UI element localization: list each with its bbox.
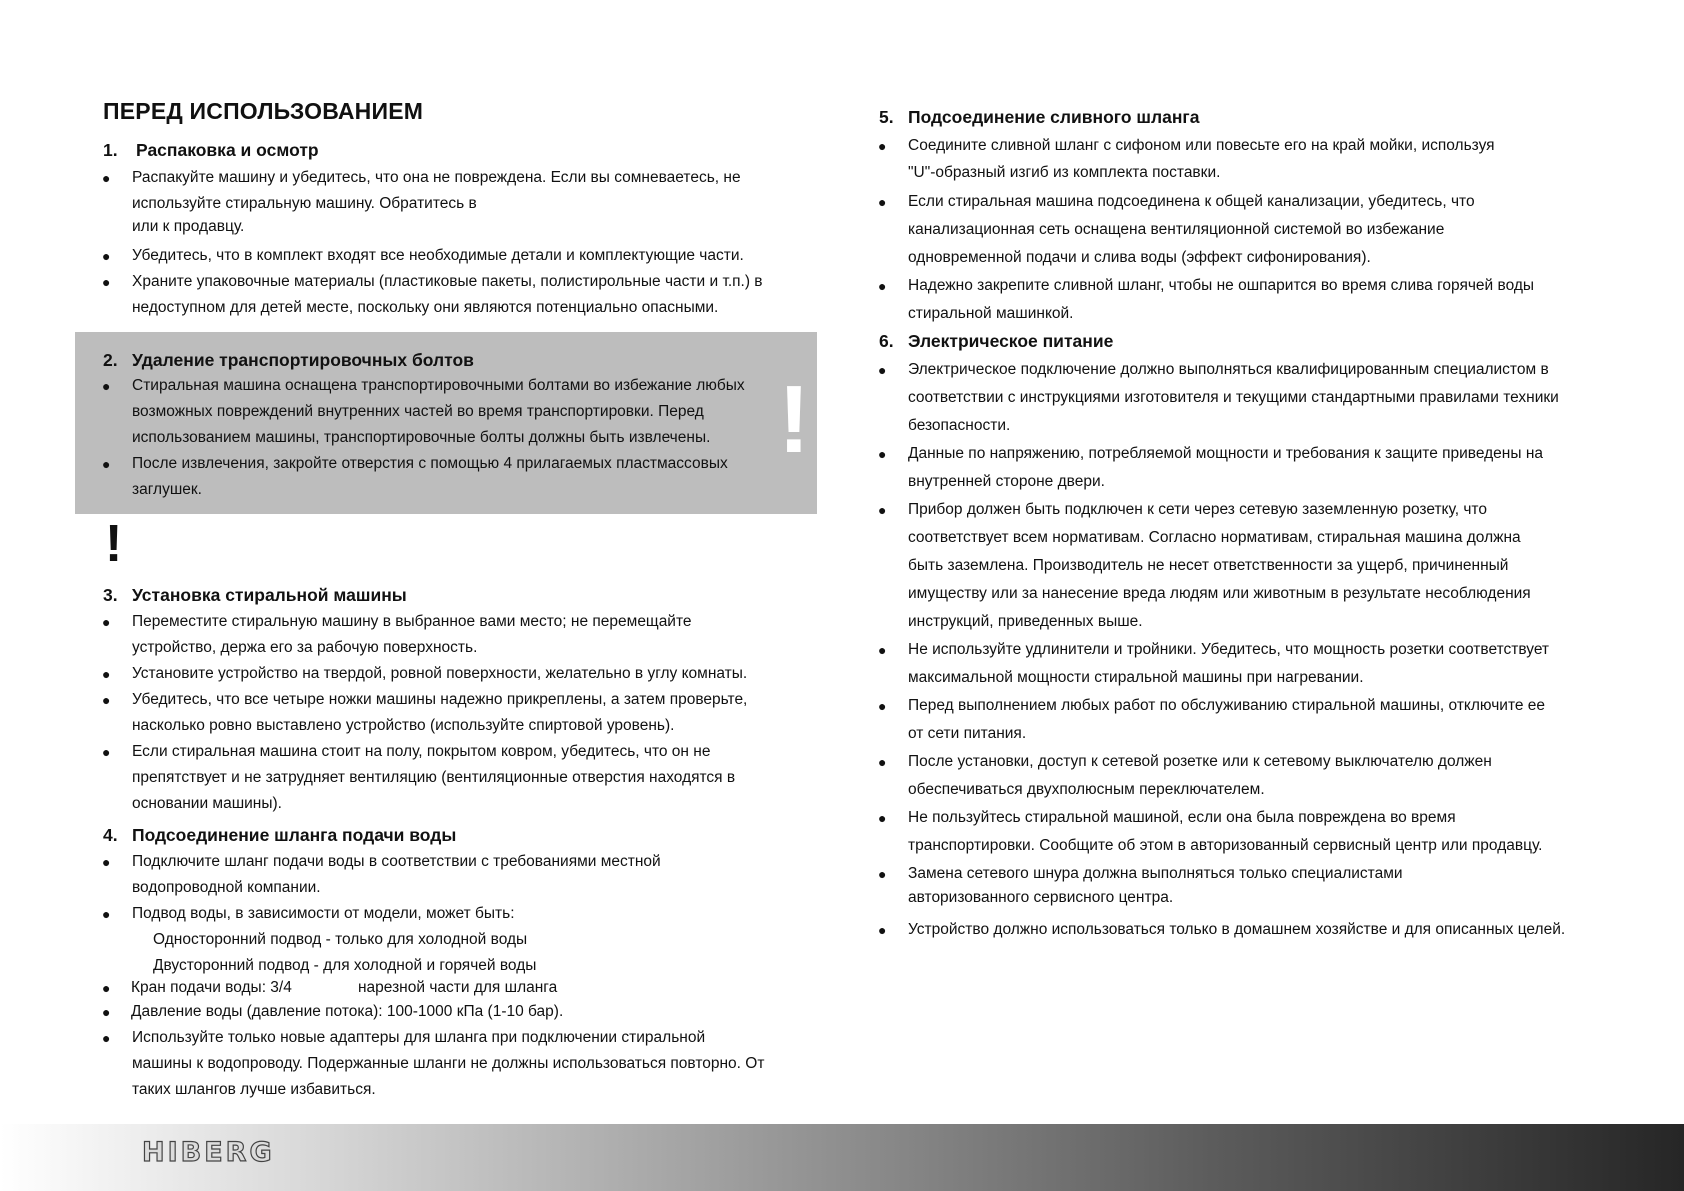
section-number: 4. [103,825,118,845]
section-title: Электрическое питание [908,331,1114,351]
text-line: недоступном для детей месте, поскольку они являются потенциально опасными. [132,299,719,316]
bullet-icon: ● [878,194,887,210]
text-line: Убедитесь, что все четыре ножки машины надежно прикреплены, а затем проверьте, [132,691,748,708]
section-number: 2. [103,350,118,370]
bullet-icon: ● [102,692,111,708]
text-line: от сети питания. [908,725,1027,742]
bullet-icon: ● [878,922,887,938]
text-line: Не пользуйтесь стиральной машиной, если она была повреждена во время [908,809,1456,826]
text-line: После извлечения, закройте отверстия с помощью 4 прилагаемых пластмассовых [132,455,728,472]
bullet-icon: ● [102,456,111,472]
text-line: Используйте только новые адаптеры для шланга при подключении стиральной [132,1029,706,1046]
text-line: заглушек. [132,481,202,498]
text-line: стиральной машинкой. [908,305,1074,322]
text-line: машины к водопроводу. Подержанные шланги не должны использоваться повторно. От [132,1055,765,1072]
bullet-icon: ● [102,170,111,186]
section-number: 5. [879,107,894,127]
text-line: возможных повреждений внутренних частей во время транспортировки. Перед [132,403,704,420]
section-title: Установка стиральной машины [132,585,407,605]
text-line: транспортировки. Сообщите об этом в авторизованный сервисный центр или продавцу. [908,837,1543,854]
section-number: 1. [103,140,118,160]
text-line: После установки, доступ к сетевой розетке или к сетевому выключателю должен [908,753,1492,770]
bullet-icon: ● [878,698,887,714]
text-line: быть заземлена. Производитель не несет ответственности за ущерб, причиненный [908,557,1509,574]
text-line: Стиральная машина оснащена транспортировочными болтами во избежание любых [132,377,745,394]
text-line: Если стиральная машина стоит на полу, покрытом ковром, убедитесь, что он не [132,743,711,760]
text-line: Надежно закрепите сливной шланг, чтобы не ошпарится во время слива горячей воды [908,277,1535,294]
bullet-icon: ● [878,866,887,882]
text-line: Переместите стиральную машину в выбранное вами место; не перемещайте [132,613,692,630]
text-line: Кран подачи воды: 3/4 [131,979,292,996]
section-6-heading [879,331,1113,352]
section-4-heading [103,825,456,846]
bullet-icon: ● [102,980,111,996]
section-2-heading [103,350,474,371]
text-line: Устройство должно использоваться только в домашнем хозяйстве и для описанных целей. [908,921,1566,938]
bullet-icon: ● [102,1030,111,1046]
text-line: Подключите шланг подачи воды в соответствии с требованиями местной [132,853,661,870]
bullet-icon: ● [102,274,111,290]
text-line: или к продавцу. [132,218,245,235]
text-line: внутренней стороне двери. [908,473,1105,490]
text-line: соответствует всем нормативам. Согласно нормативам, стиральная машина должна [908,529,1521,546]
text-line: нарезной части для шланга [358,979,558,996]
bullet-icon: ● [878,278,887,294]
bullet-icon: ● [102,378,111,394]
text-line: обеспечиваться двухполюсным переключателем. [908,781,1265,798]
text-line: Данные по напряжению, потребляемой мощности и требования к защите приведены на [908,445,1543,462]
section-1-heading [103,140,319,161]
bullet-icon: ● [878,362,887,378]
text-line: соответствии с инструкциями изготовителя и текущими стандартными правилами техники [908,389,1559,406]
bullet-icon: ● [102,1004,111,1020]
warning-exclamation-icon: ! [778,366,810,473]
text-line: таких шлангов лучше избавиться. [132,1081,376,1098]
text-line: Прибор должен быть подключен к сети через сетевую заземленную розетку, что [908,501,1487,518]
bullet-icon: ● [878,502,887,518]
bullet-icon: ● [102,666,111,682]
text-line: Замена сетевого шнура должна выполняться только специалистами [908,865,1403,882]
text-line: основании машины). [132,795,282,812]
text-line: устройство, держа его за рабочую поверхность. [132,639,478,656]
section-3-heading [103,585,407,606]
page-title: ПЕРЕД ИСПОЛЬЗОВАНИЕМ [103,98,424,124]
text-line: препятствует и не затрудняет вентиляцию (вентиляционные отверстия находятся в [132,769,736,786]
section-number: 6. [879,331,894,351]
caution-exclamation-icon: ! [105,515,123,573]
text-line: использованием машины, транспортировочные болты должны быть извлечены. [132,429,711,446]
text-line: Подвод воды, в зависимости от модели, может быть: [132,905,515,922]
section-title: Подсоединение сливного шланга [908,107,1200,127]
text-line: максимальной мощности стиральной машины при нагревании. [908,669,1364,686]
text-line: Давление воды (давление потока): 100-1000 кПа (1-10 бар). [131,1003,564,1020]
text-line: канализационная сеть оснащена вентиляционной системой во избежание [908,221,1445,238]
text-line: Соедините сливной шланг с сифоном или повесьте его на край мойки, используя [908,137,1495,154]
section-title: Подсоединение шланга подачи воды [132,825,457,845]
text-line: насколько ровно выставлено устройство (используйте спиртовой уровень). [132,717,675,734]
text-line: Храните упаковочные материалы (пластиковые пакеты, полистирольные части и т.п.) в [132,273,763,290]
section-number: 3. [103,585,118,605]
bullet-icon: ● [878,446,887,462]
text-line: Если стиральная машина подсоединена к общей канализации, убедитесь, что [908,193,1475,210]
section-title: Удаление транспортировочных болтов [132,350,474,370]
bullet-icon: ● [102,906,111,922]
text-line: безопасности. [908,417,1011,434]
bullet-icon: ● [878,642,887,658]
text-line: имуществу или за нанесение вреда людям или животным в результате несоблюдения [908,585,1531,602]
text-line: инструкций, приведенных выше. [908,613,1143,630]
section-5-heading [879,107,1199,128]
text-line: Электрическое подключение должно выполняться квалифицированным специалистом в [908,361,1549,378]
text-line: Не используйте удлинители и тройники. Убедитесь, что мощность розетки соответствует [908,641,1550,658]
text-line: авторизованного сервисного центра. [908,889,1174,906]
text-line: Односторонний подвод - только для холодной воды [153,931,528,948]
text-line: используйте стиральную машину. Обратитесь в [132,195,477,212]
text-line: водопроводной компании. [132,879,321,896]
text-line: Распакуйте машину и убедитесь, что она не повреждена. Если вы сомневаетесь, не [132,169,741,186]
text-line: одновременной подачи и слива воды (эффект сифонирования). [908,249,1371,266]
bullet-icon: ● [102,248,111,264]
text-line: Установите устройство на твердой, ровной поверхности, желательно в углу комнаты. [132,665,748,682]
text-line: "U"-образный изгиб из комплекта поставки. [908,164,1221,181]
brand-logo: HIBERG [142,1137,275,1168]
bullet-icon: ● [102,854,111,870]
section-title: Распаковка и осмотр [136,140,319,160]
bullet-icon: ● [878,810,887,826]
bullet-icon: ● [102,744,111,760]
bullet-icon: ● [878,138,887,154]
bullet-icon: ● [878,754,887,770]
bullet-icon: ● [102,614,111,630]
text-line: Двусторонний подвод - для холодной и горячей воды [153,957,537,974]
text-line: Перед выполнением любых работ по обслуживанию стиральной машины, отключите ее [908,697,1546,714]
text-line: Убедитесь, что в комплект входят все необходимые детали и комплектующие части. [132,247,744,264]
